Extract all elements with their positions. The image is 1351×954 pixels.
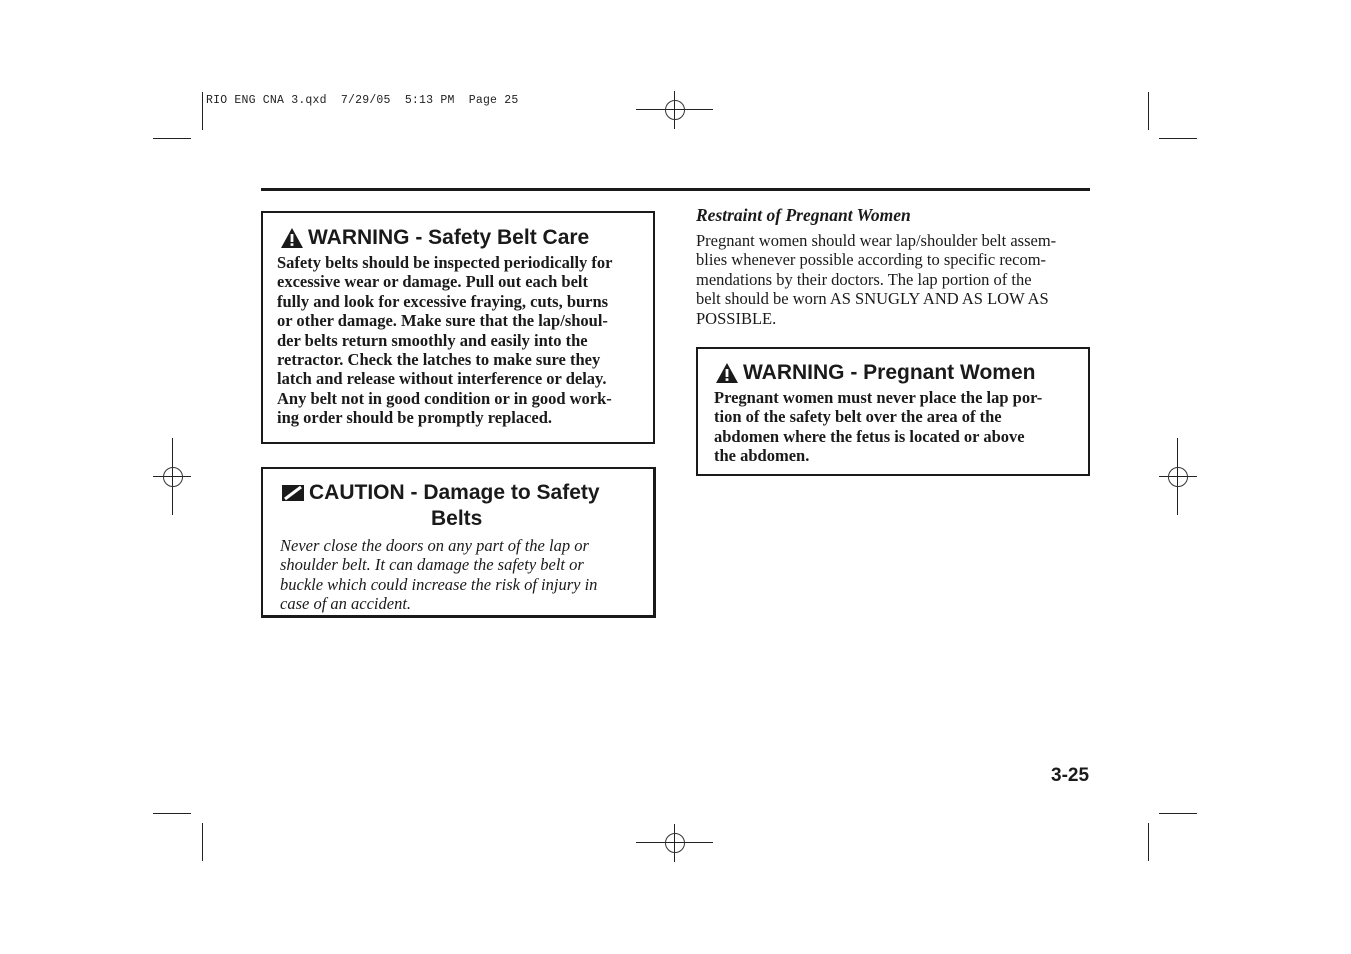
caution-heading — [280, 480, 639, 506]
crop-mark — [1148, 823, 1149, 861]
body-line: fully and look for excessive fraying, cuts, burns — [277, 291, 609, 311]
crop-mark — [153, 813, 191, 814]
section-body — [696, 231, 1091, 328]
header-rule — [261, 188, 1090, 191]
caution-title-line1: CAUTION - Damage to Safety — [309, 481, 600, 504]
crop-mark — [1159, 138, 1197, 139]
body-line: abdomen where the fetus is located or above — [714, 426, 1025, 446]
warning-body — [714, 388, 1074, 466]
crop-mark — [202, 92, 203, 130]
body-line: der belts return smoothly and easily into the — [277, 330, 588, 350]
body-line: Safety belts should be inspected periodically for — [277, 253, 613, 272]
body-line: case of an accident. — [280, 594, 412, 614]
warning-pregnant-women-box — [696, 347, 1090, 476]
warning-triangle-icon — [280, 227, 304, 249]
body-line: retractor. Check the latches to make sure they — [277, 350, 601, 370]
caution-title-line2: Belts — [431, 507, 483, 530]
warning-heading — [277, 225, 639, 251]
body-line: mendations by their doctors. The lap portion of the — [696, 269, 1032, 289]
page-number: 3-25 — [1051, 765, 1090, 786]
crop-mark — [1148, 92, 1149, 130]
body-line: Pregnant women must never place the lap por- — [714, 388, 1043, 407]
body-line: POSSIBLE. — [696, 308, 777, 328]
body-line: buckle which could increase the risk of injury in — [280, 574, 598, 594]
caution-slash-icon — [282, 485, 304, 501]
body-line: the abdomen. — [714, 446, 810, 466]
section-heading: Restraint of Pregnant Women — [696, 205, 911, 225]
body-line: belt should be worn AS SNUGLY AND AS LOW AS — [696, 289, 1049, 309]
warning-safety-belt-care-box — [261, 211, 655, 444]
body-line: Any belt not in good condition or in good work- — [277, 388, 612, 408]
body-line: ing order should be promptly replaced. — [277, 408, 553, 428]
body-line: or other damage. Make sure that the lap/shoul- — [277, 311, 608, 331]
body-line: Never close the doors on any part of the lap or — [280, 536, 589, 555]
warning-title: WARNING - Safety Belt Care — [308, 226, 590, 249]
body-line: tion of the safety belt over the area of the — [714, 407, 1002, 427]
caution-damage-box — [261, 467, 656, 618]
warning-heading — [714, 360, 1074, 386]
print-slug: RIO ENG CNA 3.qxd 7/29/05 5:13 PM Page 25 — [206, 94, 519, 107]
warning-triangle-icon — [715, 362, 739, 384]
warning-body — [277, 253, 639, 428]
caution-heading-cont — [280, 506, 639, 532]
body-line: excessive wear or damage. Pull out each belt — [277, 272, 589, 292]
crop-mark — [202, 823, 203, 861]
body-line: latch and release without interference or delay. — [277, 369, 607, 389]
crop-mark — [1159, 813, 1197, 814]
crop-mark — [153, 138, 191, 139]
body-line: blies whenever possible according to specific recom- — [696, 250, 1047, 270]
body-line: Pregnant women should wear lap/shoulder belt assem- — [696, 231, 1057, 250]
caution-body — [280, 536, 639, 614]
body-line: shoulder belt. It can damage the safety belt or — [280, 555, 584, 575]
warning-title: WARNING - Pregnant Women — [743, 361, 1036, 384]
